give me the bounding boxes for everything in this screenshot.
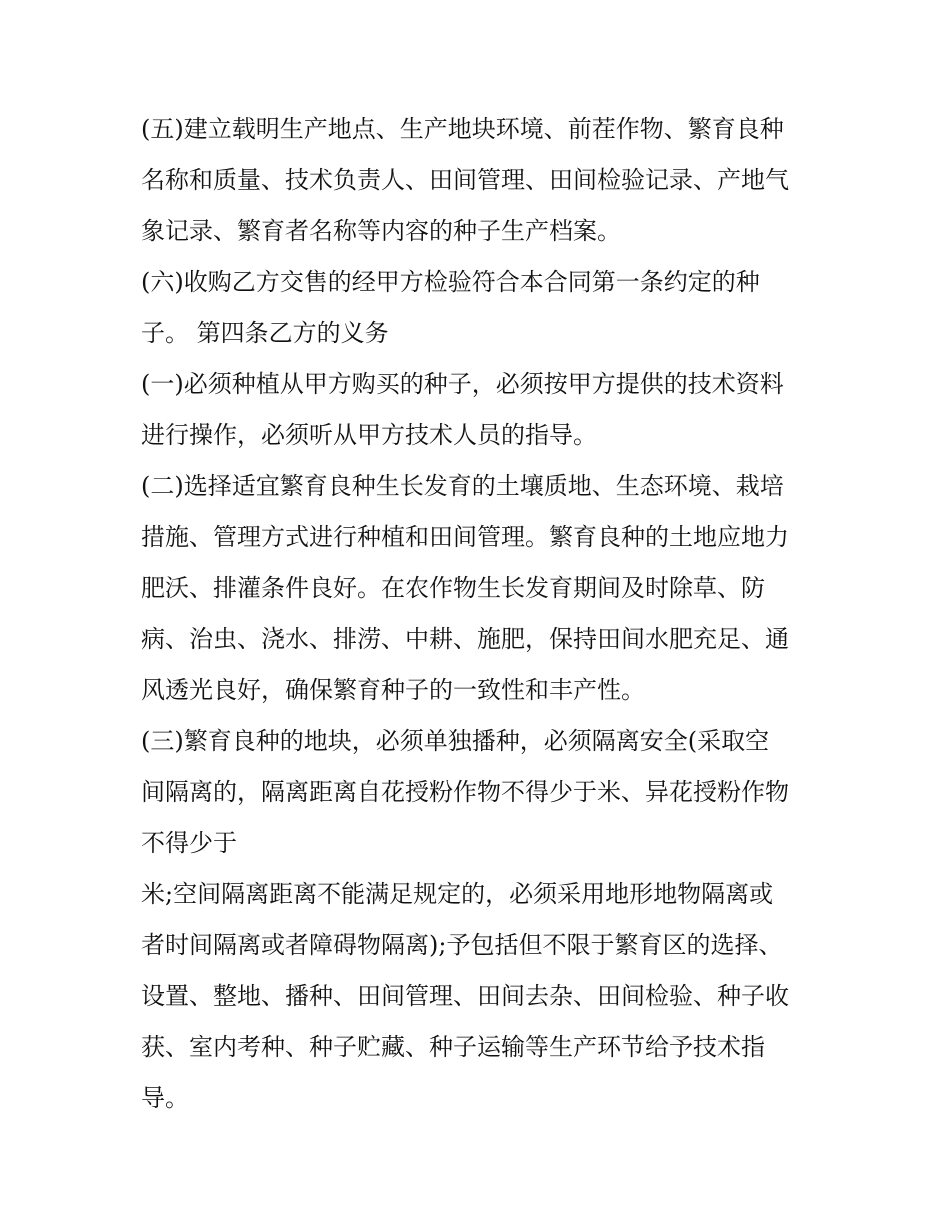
text-line: (五)建立载明生产地点、生产地块环境、前茬作物、繁育良种 [141, 115, 784, 143]
text-line: 名称和质量、技术负责人、田间管理、田间检验记录、产地气 [141, 166, 789, 194]
text-line: (二)选择适宜繁育良种生长发育的土壤质地、生态环境、栽培 [141, 472, 784, 500]
text-line: 导。 [141, 1084, 189, 1112]
text-line: (三)繁育良种的地块，必须单独播种，必须隔离安全(采取空 [141, 727, 770, 755]
text-line: 不得少于 [141, 829, 237, 857]
text-line: 风透光良好，确保繁育种子的一致性和丰产性。 [141, 676, 645, 704]
text-line: 象记录、繁育者名称等内容的种子生产档案。 [141, 217, 621, 245]
text-line: 设置、整地、播种、田间管理、田间去杂、田间检验、种子收 [141, 982, 789, 1010]
text-line: 者时间隔离或者障碍物隔离);予包括但不限于繁育区的选择、 [141, 931, 783, 959]
text-line: 病、治虫、浇水、排涝、中耕、施肥，保持田间水肥充足、通 [141, 625, 789, 653]
document-body [141, 104, 831, 1124]
text-line: 措施、管理方式进行种植和田间管理。繁育良种的土地应地力 [141, 523, 789, 551]
text-line: 肥沃、排灌条件良好。在农作物生长发育期间及时除草、防 [141, 574, 765, 602]
text-line: (一)必须种植从甲方购买的种子，必须按甲方提供的技术资料 [141, 370, 784, 398]
text-line: (六)收购乙方交售的经甲方检验符合本合同第一条约定的种 [141, 268, 760, 296]
text-line: 获、室内考种、种子贮藏、种子运输等生产环节给予技术指 [141, 1033, 765, 1061]
text-line: 米;空间隔离距离不能满足规定的，必须采用地形地物隔离或 [141, 880, 774, 908]
text-line: 子。 第四条乙方的义务 [141, 319, 389, 347]
text-line: 进行操作，必须听从甲方技术人员的指导。 [141, 421, 597, 449]
text-line: 间隔离的，隔离距离自花授粉作物不得少于米、异花授粉作物 [141, 778, 789, 806]
